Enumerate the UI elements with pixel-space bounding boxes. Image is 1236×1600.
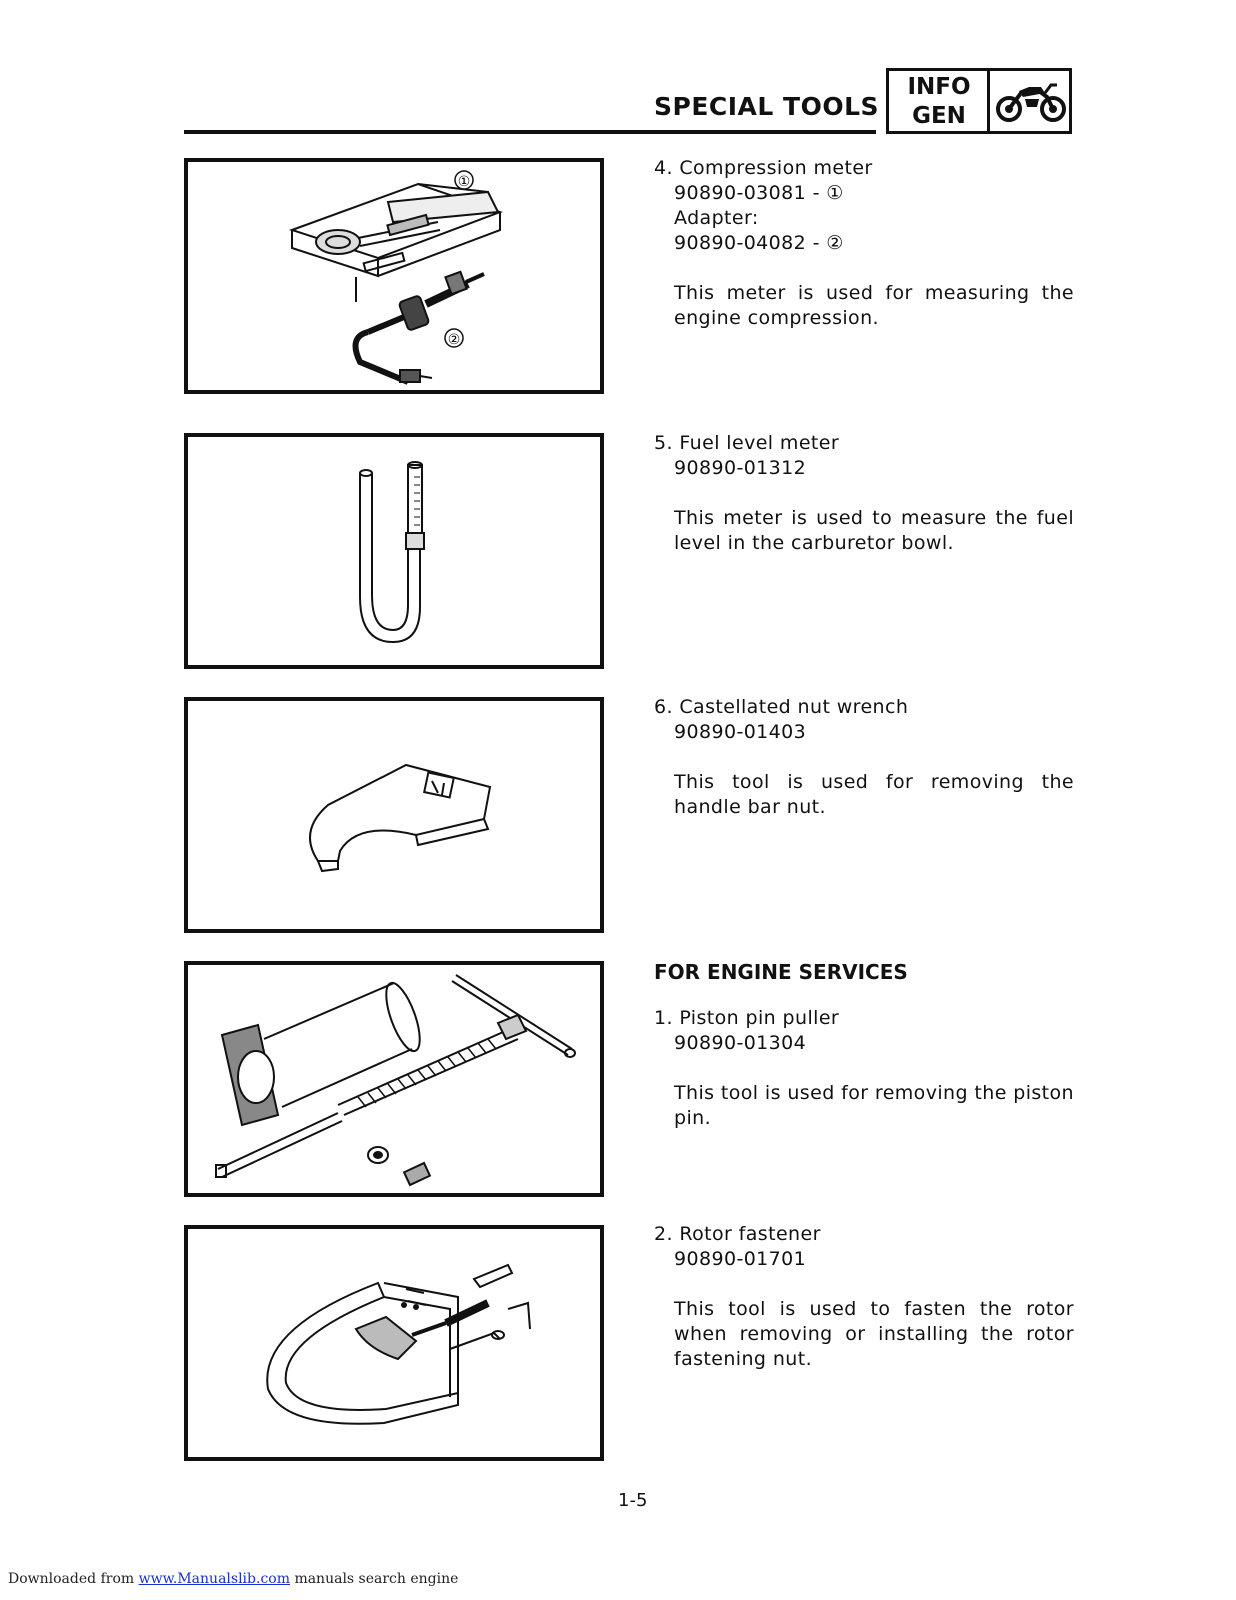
manualslib-link[interactable]: www.Manualslib.com <box>138 1571 290 1587</box>
badge-line1: INFO <box>907 74 971 100</box>
section-heading: FOR ENGINE SERVICES <box>654 960 908 984</box>
part-number: 90890-01403 <box>674 721 807 743</box>
header-rule <box>184 130 876 134</box>
castellated-nut-wrench-figure <box>184 697 604 933</box>
page-number: 1-5 <box>618 1490 648 1511</box>
part-number: 90890-01304 <box>674 1032 807 1054</box>
adapter-label: Adapter: <box>674 207 759 229</box>
fuel-level-meter-figure <box>184 433 604 669</box>
motorcycle-icon <box>995 79 1067 125</box>
compression-meter-illustration <box>188 162 600 390</box>
adapter-part-number: 90890-04082 - ② <box>674 232 844 254</box>
tool-entry-fuel-level-meter <box>654 431 1074 556</box>
tool-entry-piston-pin-puller <box>654 1006 1074 1131</box>
info-gen-badge <box>886 68 1072 134</box>
part-number: 90890-03081 - ① <box>674 182 844 204</box>
tool-entry-rotor-fastener <box>654 1222 1074 1372</box>
badge-text <box>889 73 989 131</box>
tool-heading: 2. Rotor fastener <box>654 1223 821 1245</box>
tool-description: This meter is used for measuring the engine compression. <box>674 282 1074 329</box>
badge-divider <box>987 71 990 131</box>
callout-1: ① <box>457 174 471 190</box>
callout-2: ② <box>447 332 461 348</box>
footer-suffix: manuals search engine <box>294 1571 459 1587</box>
tool-heading: 4. Compression meter <box>654 157 873 179</box>
fuel-level-meter-illustration <box>188 437 600 665</box>
tool-heading: 5. Fuel level meter <box>654 432 840 454</box>
tool-description: This tool is used to fasten the rotor when removing or installing the rotor fastening nut. <box>674 1298 1074 1370</box>
rotor-fastener-figure <box>184 1225 604 1461</box>
page-title: SPECIAL TOOLS <box>654 92 880 121</box>
castellated-nut-wrench-illustration <box>188 701 600 929</box>
tool-description: This tool is used for removing the piston pin. <box>674 1082 1074 1129</box>
tool-heading: 1. Piston pin puller <box>654 1007 840 1029</box>
tool-description: This meter is used to measure the fuel level in the carburetor bowl. <box>674 507 1074 554</box>
piston-pin-puller-figure <box>184 961 604 1197</box>
tool-entry-castellated-nut-wrench <box>654 695 1074 820</box>
tool-description: This tool is used for removing the handle bar nut. <box>674 771 1074 818</box>
download-footer <box>8 1571 458 1587</box>
rotor-fastener-illustration <box>188 1229 600 1457</box>
tool-heading: 6. Castellated nut wrench <box>654 696 909 718</box>
compression-meter-figure <box>184 158 604 394</box>
part-number: 90890-01701 <box>674 1248 807 1270</box>
tool-entry-compression-meter <box>654 156 1074 331</box>
badge-line2: GEN <box>912 103 966 129</box>
part-number: 90890-01312 <box>674 457 807 479</box>
piston-pin-puller-illustration <box>188 965 600 1193</box>
footer-prefix: Downloaded from <box>8 1571 135 1587</box>
